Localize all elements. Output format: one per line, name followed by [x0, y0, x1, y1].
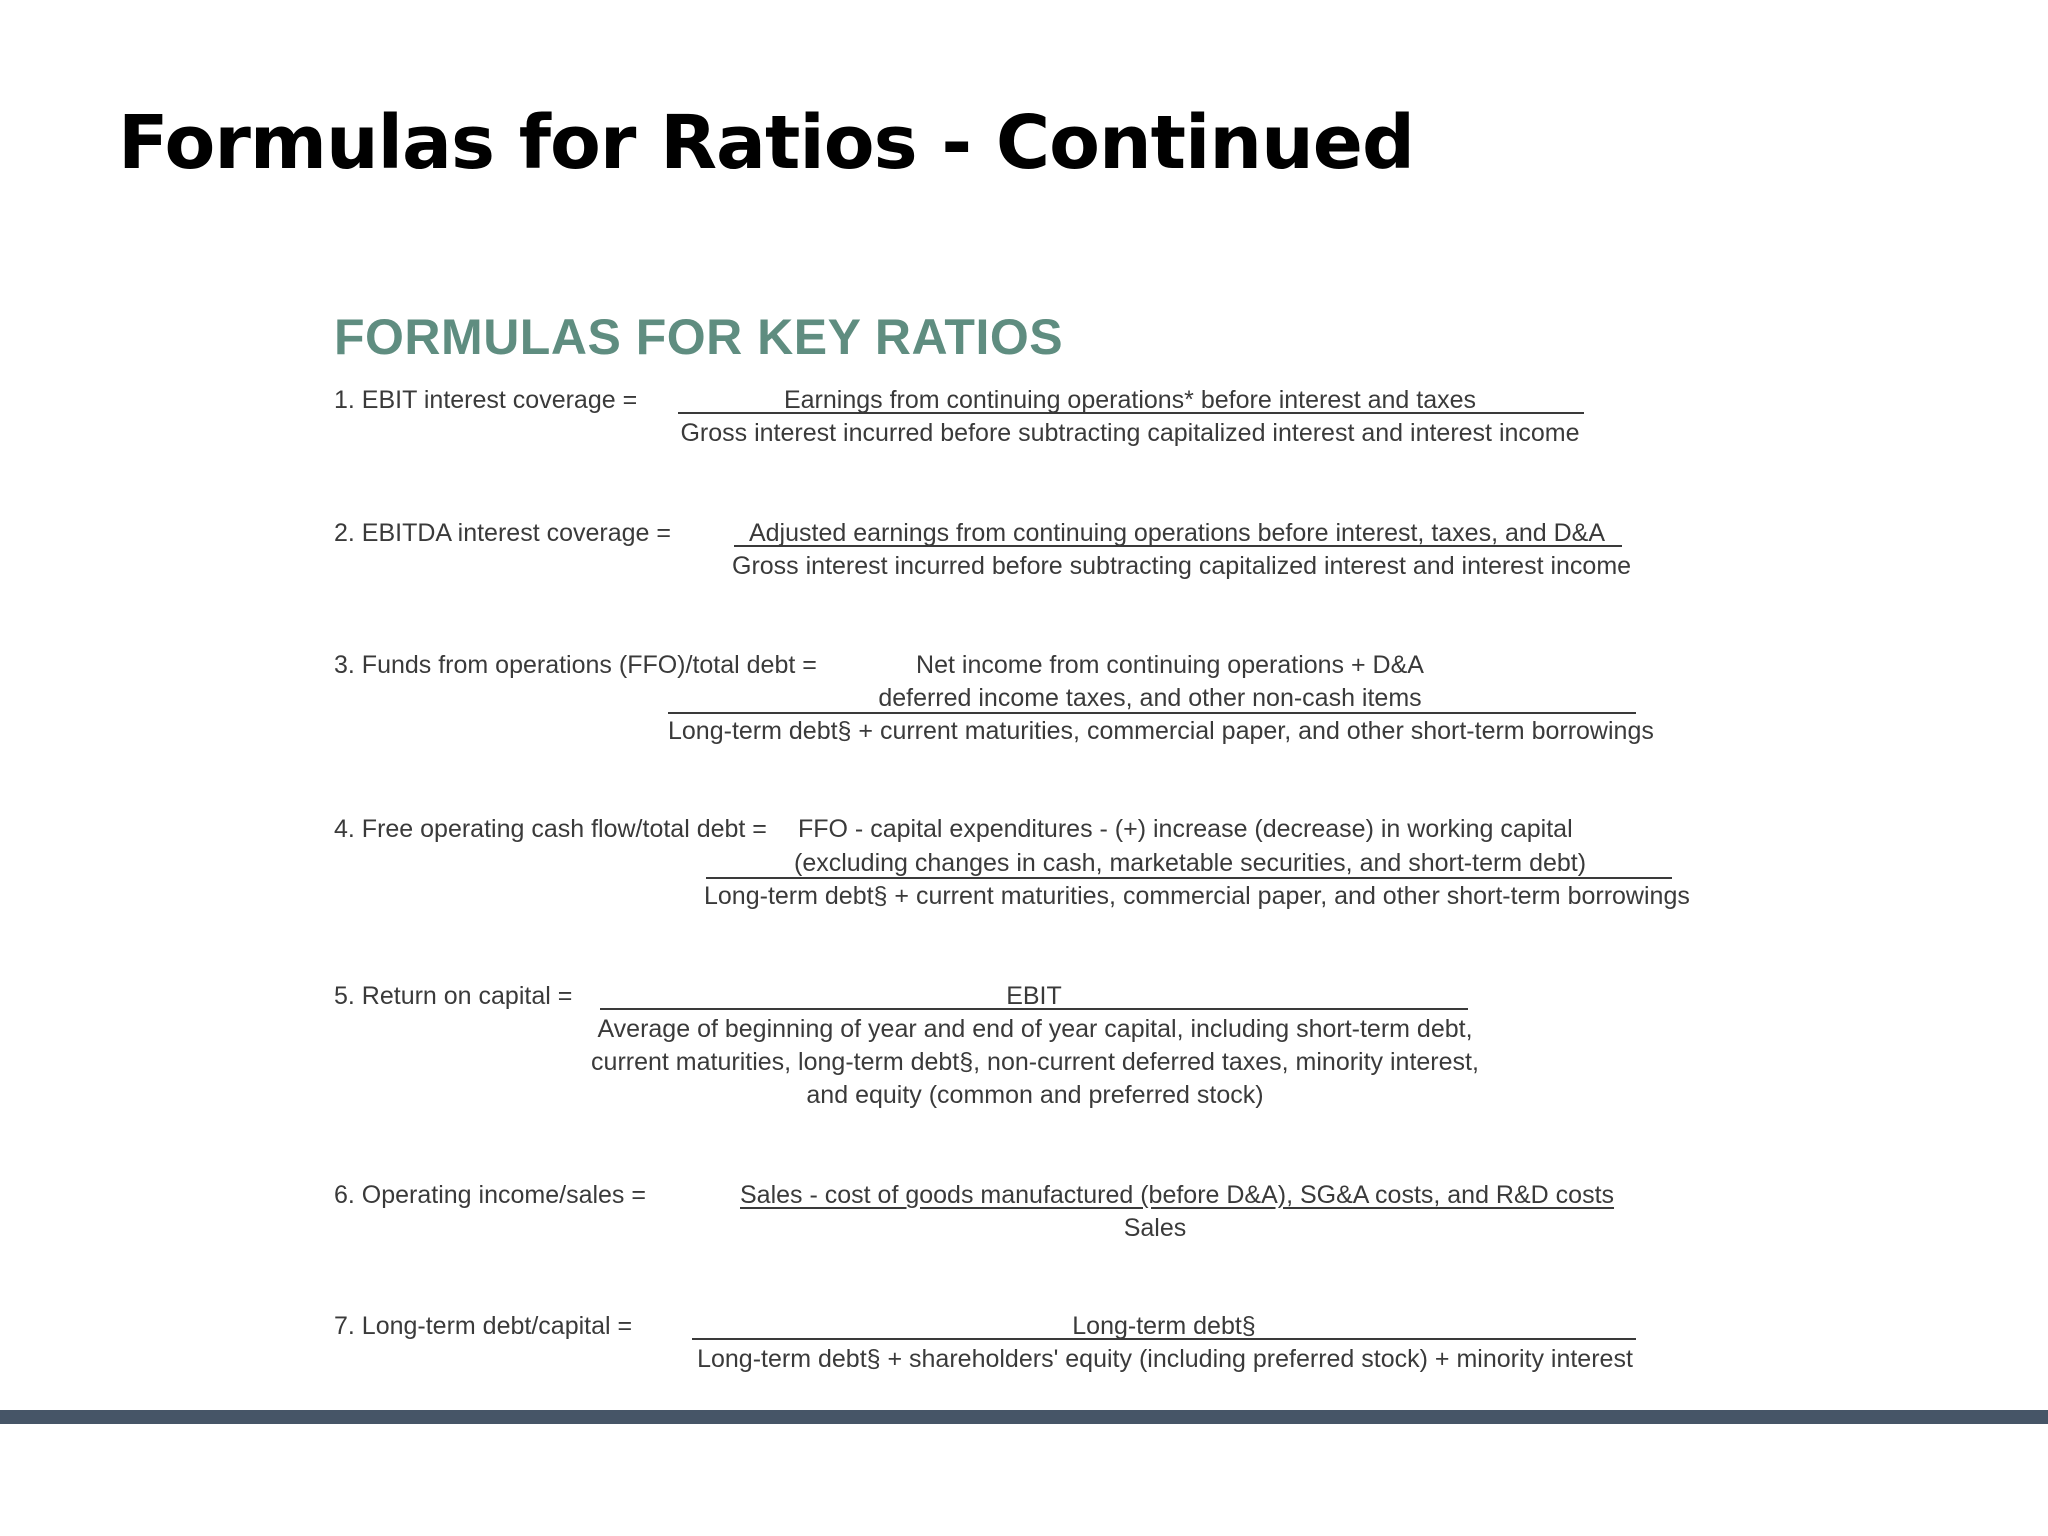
formula-denominator: Gross interest incurred before subtracting capitalized interest and interest income: [680, 419, 1580, 447]
fraction-line: [600, 1008, 1468, 1010]
fraction-line: [692, 1338, 1636, 1340]
formula-denominator-line-2: current maturities, long-term debt§, non-current deferred taxes, minority interest,: [591, 1048, 1479, 1076]
formula-label: 3. Funds from operations (FFO)/total debt =: [334, 651, 817, 679]
formula-denominator-line-1: Average of beginning of year and end of year capital, including short-term debt,: [597, 1015, 1473, 1043]
formula-label: 4. Free operating cash flow/total debt =: [334, 815, 767, 843]
fraction-line: [678, 412, 1584, 414]
formula-numerator-line-2: deferred income taxes, and other non-cash items: [878, 684, 1422, 712]
formula-denominator: Long-term debt§ + current maturities, commercial paper, and other short-term borrowings: [704, 882, 1690, 910]
formula-label: 1. EBIT interest coverage =: [334, 386, 638, 414]
formula-denominator: Long-term debt§ + current maturities, commercial paper, and other short-term borrowings: [668, 717, 1654, 745]
formula-numerator: Earnings from continuing operations* before interest and taxes: [783, 386, 1477, 414]
formula-numerator-line-1: Net income from continuing operations + D&A: [916, 651, 1424, 679]
formula-numerator-line-2: (excluding changes in cash, marketable securities, and short-term debt): [794, 849, 1587, 877]
formula-denominator-line-3: and equity (common and preferred stock): [806, 1081, 1264, 1109]
formula-denominator: Gross interest incurred before subtracting capitalized interest and interest income: [732, 552, 1632, 580]
formula-denominator: Long-term debt§ + shareholders' equity (including preferred stock) + minority interest: [697, 1345, 1633, 1373]
formula-numerator: EBIT: [1006, 982, 1062, 1010]
slide-title: Formulas for Ratios - Continued: [118, 100, 1414, 186]
formula-label: 7. Long-term debt/capital =: [334, 1312, 633, 1340]
formula-label: 6. Operating income/sales =: [334, 1181, 646, 1209]
footer-bar: [0, 1410, 2048, 1424]
formula-numerator: Sales - cost of goods manufactured (before D&A), SG&A costs, and R&D costs: [740, 1181, 1615, 1209]
formula-numerator-line-1: FFO - capital expenditures - (+) increase (decrease) in working capital: [798, 815, 1573, 843]
formula-denominator: Sales: [1123, 1214, 1187, 1242]
formula-label: 5. Return on capital =: [334, 982, 573, 1010]
formula-numerator: Long-term debt§: [1072, 1312, 1256, 1340]
fraction-line: [668, 712, 1636, 714]
formula-label: 2. EBITDA interest coverage =: [334, 519, 671, 547]
formula-numerator: Adjusted earnings from continuing operations before interest, taxes, and D&A: [748, 519, 1606, 547]
fraction-line: [706, 877, 1672, 879]
fraction-line: [734, 545, 1622, 547]
document-heading: FORMULAS FOR KEY RATIOS: [334, 309, 1064, 365]
